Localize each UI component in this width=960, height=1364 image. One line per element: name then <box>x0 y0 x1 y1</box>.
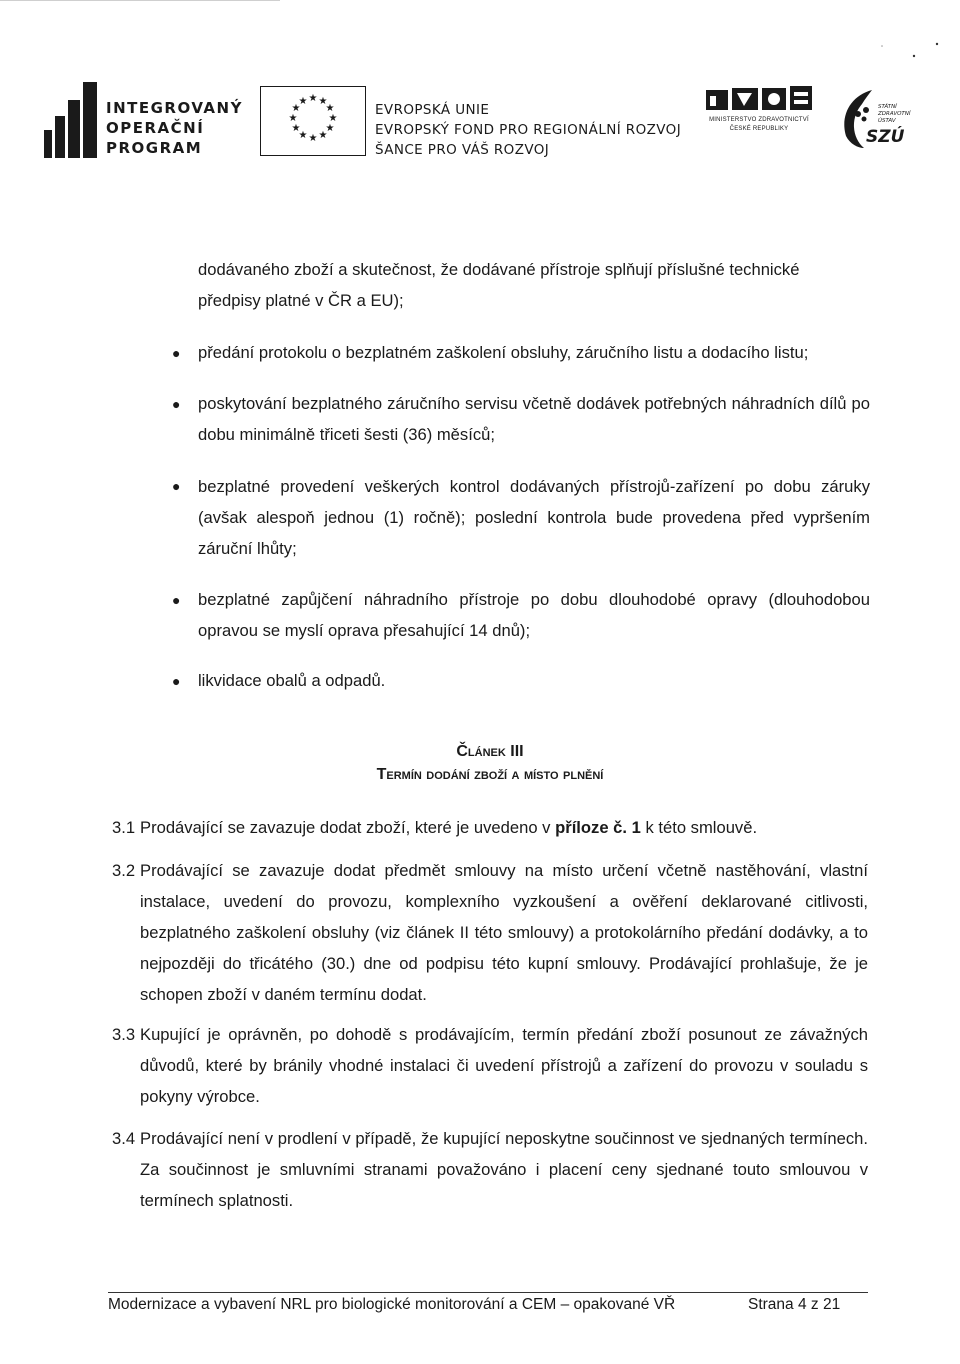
svg-text:★: ★ <box>325 123 335 134</box>
bullet-item-1: předání protokolu o bezplatném zaškolení obsluhy, záručního listu a dodacího listu; <box>198 343 809 362</box>
svg-text:★: ★ <box>325 103 335 114</box>
bullet-item-5: likvidace obalů a odpadů. <box>198 671 386 690</box>
svg-text:★: ★ <box>328 113 338 124</box>
bullet-item-4: bezplatné zapůjčení náhradního přístroje po dobu dlouhodobé opravy (dlouhodobou opravou se myslí oprava přesahující 14 dnů); <box>198 590 870 640</box>
svg-text:★: ★ <box>291 123 301 134</box>
ministry-line-2: ČESKÉ REPUBLIKY <box>729 126 789 132</box>
intro-line-2: předpisy platné v ČR a EU); <box>198 291 404 310</box>
svg-text:★: ★ <box>308 133 318 144</box>
svg-text:SZÚ: SZÚ <box>866 127 905 147</box>
footer-divider <box>108 1292 868 1293</box>
eu-line-1: EVROPSKÁ UNIE <box>375 102 490 118</box>
svg-text:★: ★ <box>318 130 328 141</box>
iop-line-3: PROGRAM <box>106 139 203 157</box>
iop-line-2: OPERAČNÍ <box>106 119 205 137</box>
svg-text:★: ★ <box>318 96 328 107</box>
bullet-item-2: poskytování bezplatného záručního servisu včetně dodávek potřebných náhradních dílů po dobu minimálně třiceti šesti (36) měsíců; <box>198 394 870 444</box>
clause-3-1 <box>140 812 870 843</box>
top-edge-line <box>0 0 280 1</box>
ministry-emblem-icon <box>704 84 814 114</box>
intro-line-1: dodávaného zboží a skutečnost, že dodávané přístroje splňují příslušné technické <box>198 260 800 279</box>
ministry-logo <box>704 84 824 136</box>
svg-text:★: ★ <box>291 103 301 114</box>
clause-3-3: Kupující je oprávněn, po dohodě s prodávajícím, termín předání zboží posunout ze závažných důvodů, které by bránily vhodné instalaci či uvedení přístrojů a zařízení do provozu v souladu s pokyny výrobce. <box>140 1025 868 1106</box>
footer-document-title: Modernizace a vybavení NRL pro biologické monitorování a CEM – opakované VŘ <box>108 1296 676 1313</box>
bullet-icon: ● <box>172 345 181 361</box>
svg-text:ZDRAVOTNÍ: ZDRAVOTNÍ <box>878 111 911 117</box>
clause-3-1-bold: příloze č. 1 <box>555 818 641 837</box>
article-title: Článek III <box>456 743 524 760</box>
article-subtitle: Termín dodání zboží a místo plnění <box>376 766 604 783</box>
bullet-icon: ● <box>172 478 181 494</box>
scan-mark-dots <box>880 38 940 58</box>
footer-page-number: Strana 4 z 21 <box>748 1296 841 1313</box>
svg-text:★: ★ <box>298 130 308 141</box>
clause-number: 3.2 <box>112 861 136 880</box>
ministry-line-1: MINISTERSTVO ZDRAVOTNICTVÍ <box>709 117 809 123</box>
bullet-icon: ● <box>172 592 181 608</box>
svg-text:ÚSTAV: ÚSTAV <box>878 118 896 124</box>
svg-text:★: ★ <box>308 93 318 104</box>
svg-text:STÁTNÍ: STÁTNÍ <box>878 104 897 110</box>
svg-text:★: ★ <box>288 113 298 124</box>
clause-3-2: Prodávající se zavazuje dodat předmět smlouvy na místo určení včetně nastěhování, vlastní instalace, uvedení do provozu, komplexního vyzkoušení a ověření deklarované citlivosti, bezplatného zaškolení obsluhy (viz článek II této smlouvy) a protokolárního předání dodávky, a to nejpozději do třicátého (30.) dne od podpisu této kupní smlouvy. Prodávající prohlašuje, že je schopen zboží v daném termínu dodat. <box>140 861 868 1004</box>
clause-3-1-tail: k této smlouvě. <box>640 818 758 837</box>
eu-flag-icon <box>260 86 366 156</box>
bullet-icon: ● <box>172 673 181 689</box>
szu-logo <box>836 86 916 156</box>
bullet-item-3: bezplatné provedení veškerých kontrol dodávaných přístrojů-zařízení po dobu záruky (avšak alespoň jednou (1) ročně); poslední kontrola bude provedena před vypršením záruční lhůty; <box>198 477 870 558</box>
clause-number: 3.4 <box>112 1129 136 1148</box>
clause-number: 3.1 <box>112 818 136 837</box>
intro-paragraph <box>198 254 868 316</box>
clause-number: 3.3 <box>112 1025 136 1044</box>
iop-line-1: INTEGROVANÝ <box>106 99 243 117</box>
iop-logo-text <box>106 98 243 158</box>
bullet-icon: ● <box>172 396 181 412</box>
clause-3-1-text: Prodávající se zavazuje dodat zboží, které je uvedeno v <box>140 818 556 837</box>
eu-line-2: EVROPSKÝ FOND PRO REGIONÁLNÍ ROZVOJ <box>375 122 682 138</box>
eu-line-3: ŠANCE PRO VÁŠ ROZVOJ <box>375 142 550 158</box>
clause-3-4: Prodávající není v prodlení v případě, že kupující neposkytne součinnost ve sjednaných termínech. Za součinnost je smluvními stranami považováno i placení ceny sjednané touto smlouvou v termínech splatnosti. <box>140 1129 868 1210</box>
svg-text:★: ★ <box>298 96 308 107</box>
szu-emblem-icon <box>836 86 916 156</box>
eu-text <box>375 100 681 160</box>
iop-logo <box>44 82 243 158</box>
